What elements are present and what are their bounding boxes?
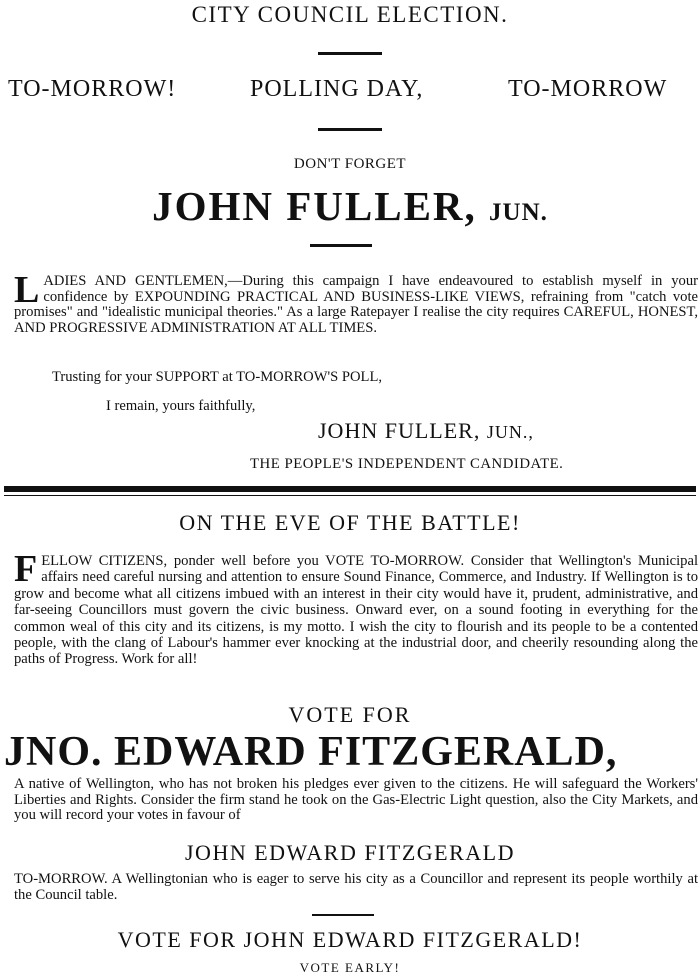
divider-rule <box>318 52 382 55</box>
drop-cap: L <box>14 269 40 311</box>
vote-for-heading: VOTE FOR <box>288 702 412 727</box>
candidate-name-fuller <box>0 182 700 230</box>
final-call: VOTE FOR JOHN EDWARD FITZGERALD! <box>117 927 583 952</box>
fitzgerald-address <box>14 548 698 668</box>
candidate-suffix: JUN. <box>489 199 548 226</box>
candidate-name: JOHN FULLER, <box>152 183 477 229</box>
closing-line: I remain, yours faithfully, <box>106 398 256 414</box>
election-heading: CITY COUNCIL ELECTION. <box>191 2 509 27</box>
vote-early: VOTE EARLY! <box>299 960 401 975</box>
fuller-address-text: ADIES AND GENTLEMEN,—During this campaign I have endeavoured to establish myself in your confidence by EXPOUNDING PRACTICAL AND BUSINESS-LIKE VIEWS, refraining from "catch vote promises" and "idealistic municipal theories." As a large Ratepayer I realise the city requires CAREFUL, HONEST, AND PROGRESSIVE ADMINISTRATION AT ALL TIMES. <box>14 273 698 336</box>
full-name-line: JOHN EDWARD FITZGERALD <box>185 840 515 865</box>
signature-suffix: JUN., <box>486 422 534 442</box>
section-divider-thin <box>4 495 696 496</box>
polling-center: POLLING DAY, <box>250 76 424 102</box>
fitzgerald-address-text: ELLOW CITIZENS, ponder well before you VOTE TO-MORROW. Consider that Wellington's Municipal affairs need careful nursing and attention to ensure Sound Finance, Commerce, and Industry. If Wellington is to grow and become what all citizens imbued with an interest in their city would have it, prudent, administrative, and far-seeing Councillors must govern the civic business. Onward ever, on a sound footing in everything for the common weal of this city and its citizens, is my motto. I wish the city to flourish and its people to be a contented people, with the clang of Labour's hammer ever knocking at the industrial door, and cheerily resounding along the paths of Progress. Work for all! <box>14 553 698 668</box>
trusting-line: Trusting for your SUPPORT at TO-MORROW'S POLL, <box>52 369 383 385</box>
divider-rule <box>312 914 374 916</box>
divider-rule <box>318 128 382 131</box>
tomorrow-paragraph: TO-MORROW. A Wellingtonian who is eager to serve his city as a Councillor and represent its people worthily at the Council table. <box>14 871 698 903</box>
signature <box>318 418 534 444</box>
candidate-name-fitzgerald: JNO. EDWARD FITZGERALD, <box>4 729 618 775</box>
reminder-line: DON'T FORGET <box>293 156 407 172</box>
section-divider <box>4 486 696 492</box>
divider-rule <box>310 244 372 247</box>
drop-cap: F <box>14 548 38 590</box>
fuller-address <box>14 269 698 336</box>
signature-name: JOHN FULLER, <box>318 418 481 443</box>
candidate-title: THE PEOPLE'S INDEPENDENT CANDIDATE. <box>250 456 564 472</box>
polling-left: TO-MORROW! <box>8 76 177 102</box>
native-paragraph: A native of Wellington, who has not broken his pledges ever given to the citizens. He will safeguard the Workers' Liberties and Rights. Consider the firm stand he took on the Gas-Electric Light question, also the City Markets, and you will record your votes in favour of <box>14 776 698 824</box>
eve-heading: ON THE EVE OF THE BATTLE! <box>179 510 521 535</box>
polling-right: TO-MORROW <box>508 76 668 102</box>
